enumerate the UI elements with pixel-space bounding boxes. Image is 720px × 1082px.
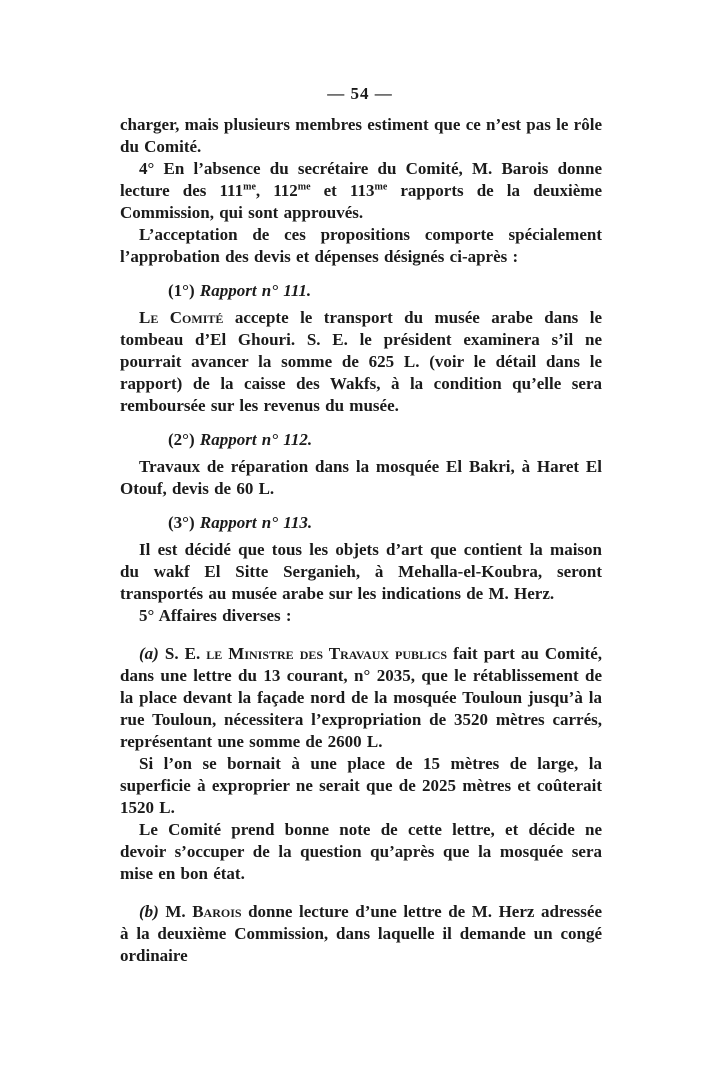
text-segment: , 112	[255, 181, 298, 200]
text-segment: accepte le transport du musée arabe dans le tombeau d’El Ghouri. S. E. le président examinera s’il ne pourrait avancer la somme de 625 L. (voir le détail dans le rapport) de la caisse des Wakfs, à la condition qu’elle sera remboursée sur les revenus du musée.	[120, 308, 602, 415]
text-segment: fait part au Comité, dans une lettre du 13 courant, n° 2035, que le rétablissement de la place devant la façade nord de la mosquée Touloun jusqu’à la rue Touloun, nécessitera l’expropriation de 3520 mètres carrés, représentant une somme de 2600 L.	[120, 644, 602, 751]
text-segment: charger, mais plusieurs membres estiment que ce n’est pas le rôle du Comité.	[120, 115, 602, 156]
paragraph-10	[120, 605, 602, 627]
text-segment: L’acceptation de ces propositions comporte spécialement l’approbation des devis et dépenses désignés ci-après :	[120, 225, 602, 266]
text-segment: (b)	[139, 902, 166, 921]
text-segment: Rapport n° 111.	[199, 281, 312, 300]
paragraph-5	[120, 307, 602, 417]
entry-14	[120, 901, 602, 967]
text-segment: M.	[165, 902, 193, 921]
text-segment: Rapport n° 113.	[199, 513, 313, 532]
text-segment: donne lecture d’une lettre de M. Herz adressée à la deuxième Commission, dans laquelle il demande un congé ordinaire	[120, 902, 603, 965]
text-segment: (2°)	[168, 430, 200, 449]
report-heading-4	[120, 280, 602, 302]
page-number: — 54 —	[327, 84, 393, 103]
text-segment: 4° En l’absence du secrétaire du Comité, M. Barois donne lecture des 111	[120, 159, 602, 200]
text-segment: Travaux de réparation dans la mosquée El Bakri, à Haret El Otouf, devis de 60 L.	[120, 457, 602, 498]
paragraph-9	[120, 539, 602, 605]
text-segment: 5° Affaires diverses :	[139, 606, 292, 625]
text-segment: S. E.	[164, 644, 207, 663]
text-segment: Si l’on se bornait à une place de 15 mètres de large, la superficie à exproprier ne serait que de 2025 mètres et coûterait 1520 L.	[120, 754, 602, 817]
report-heading-6	[120, 429, 602, 451]
entry-11	[120, 643, 602, 753]
text-segment: rapports de la deuxième Commission, qui sont approuvés.	[120, 181, 602, 222]
paragraph-2	[120, 158, 602, 224]
text-segment: (a)	[139, 644, 165, 663]
paragraph-3	[120, 224, 602, 268]
page-body	[120, 114, 602, 967]
paragraph-13	[120, 819, 602, 885]
text-segment: (3°)	[168, 513, 200, 532]
paragraph-7	[120, 456, 602, 500]
text-segment: Le Comité prend bonne note de cette lettre, et décide ne devoir s’occuper de la question qu’après que la mosquée sera mise en bon état.	[120, 820, 602, 883]
text-segment: me	[374, 181, 388, 193]
text-segment: et 113	[310, 181, 375, 200]
text-segment: (1°)	[168, 281, 200, 300]
text-segment: me	[297, 181, 311, 193]
paragraph-12	[120, 753, 602, 819]
text-segment: Rapport n° 112.	[199, 430, 313, 449]
text-segment: Barois	[192, 902, 242, 921]
paragraph-flush-1	[120, 114, 602, 158]
text-segment: Il est décidé que tous les objets d’art que contient la maison du wakf El Sitte Serganieh, à Mehalla-el-Koubra, seront transportés au musée arabe sur les indications de M. Herz.	[120, 540, 602, 603]
text-segment: le Ministre des Travaux publics	[206, 644, 448, 663]
report-heading-8	[120, 512, 602, 534]
text-segment: Le Comité	[139, 308, 224, 327]
text-segment: me	[243, 181, 256, 193]
